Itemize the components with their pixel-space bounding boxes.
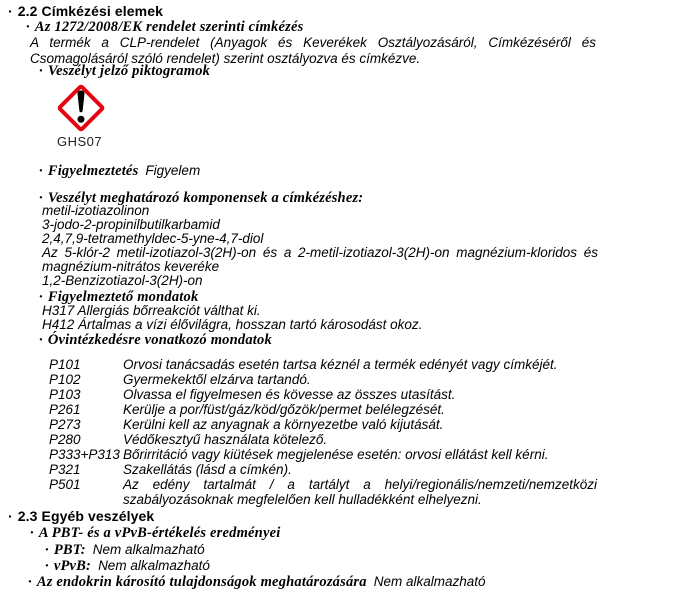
hazard-statements-list [42, 304, 598, 332]
clp-paragraph-line: Csomagolásáról szóló rendelet) szerint osztályozva és címkézve. [30, 51, 421, 66]
pbt-vpvb-heading [30, 525, 280, 542]
component-item: 1,2-Benzizotiazol-3(2H)-on [42, 273, 203, 288]
signal-word-heading: Figyelmeztetés [47, 163, 139, 179]
components-list [42, 204, 598, 288]
pbt-row [45, 542, 205, 559]
signal-word-row [39, 163, 200, 180]
section-2-2-title: 2.2 Címkézési elemek [17, 3, 163, 19]
p-code: P321 [49, 462, 81, 477]
component-item: 3-jodo-2-propinilbutilkarbamid [42, 217, 220, 232]
pbt-value: Nem alkalmazható [92, 542, 205, 557]
p-code: P273 [49, 417, 81, 432]
p-code: P261 [49, 402, 81, 417]
pictograms-heading [39, 63, 210, 80]
bullet: · [39, 289, 43, 305]
p-code: P102 [49, 372, 81, 387]
p-text: Kerülni kell az anyagnak a környezetbe való kijutását. [123, 417, 444, 432]
section-2-3-heading [8, 508, 154, 524]
bullet: · [39, 332, 43, 348]
section-2-2-heading [8, 3, 163, 19]
p-text: Kerülje a por/füst/gáz/köd/gőzök/permet belélegzését. [123, 402, 445, 417]
regulation-heading [26, 19, 303, 36]
p-statement-row [49, 372, 597, 387]
bullet: · [26, 19, 30, 35]
ghs07-exclamation-mark-icon [56, 83, 106, 133]
pbt-label: PBT: [53, 542, 86, 558]
p-text-line: szabályozásoknak megfelelően kell hulladékként elhelyezni. [123, 492, 482, 507]
p-statement-row [49, 447, 597, 462]
pbt-vpvb-heading-label: A PBT- és a vPvB-értékelés eredményei [38, 525, 281, 541]
p-code: P101 [49, 357, 81, 372]
p-statement-row [49, 432, 597, 447]
p-text: Bőrirritáció vagy kiütések megjelenése esetén: orvosi ellátást kell kérni. [123, 447, 549, 462]
bullet: · [39, 163, 43, 179]
endocrine-heading-label: Az endokrin károsító tulajdonságok meghatározására [36, 574, 367, 590]
component-item: Az 5-klór-2 metil-izotiazol-3(2H)-on és a 2-metil-izotiazol-3(2H)-on magnézium-kloridos és [42, 245, 598, 260]
vpvb-value: Nem alkalmazható [98, 558, 210, 573]
p-statement-row [49, 477, 597, 507]
precautionary-heading-label: Óvintézkedésre vonatkozó mondatok [47, 332, 272, 348]
precautionary-statements-table [49, 357, 597, 507]
bullet: · [8, 508, 13, 524]
p-code: P501 [49, 477, 81, 492]
endocrine-row [28, 574, 486, 591]
p-statement-row [49, 402, 597, 417]
vpvb-row [45, 558, 210, 575]
component-item: 2,4,7,9-tetramethyldec-5-yne-4,7-diol [42, 231, 264, 246]
p-text: Olvassa el figyelmesen és kövesse az összes utasítást. [123, 387, 456, 402]
endocrine-value: Nem alkalmazható [373, 574, 486, 589]
bullet: · [30, 525, 34, 541]
p-text: Orvosi tanácsadás esetén tartsa kéznél a termék edényét vagy címkéjét. [123, 357, 558, 372]
precautionary-heading [39, 332, 272, 349]
p-text: Szakellátás (lásd a címkén). [123, 462, 292, 477]
vpvb-label: vPvB: [53, 558, 92, 574]
bullet: · [28, 574, 32, 590]
p-text: Gyermekektől elzárva tartandó. [123, 372, 311, 387]
component-item: magnézium-nitrátos keveréke [42, 259, 220, 274]
components-heading-label: Veszélyt meghatározó komponensek a címkézéshez: [47, 190, 364, 206]
hazard-statements-heading-label: Figyelmeztető mondatok [47, 289, 199, 305]
bullet: · [39, 63, 43, 79]
p-code: P333+P313 [49, 447, 120, 462]
bullet: · [45, 542, 49, 558]
pictograms-heading-label: Veszélyt jelző piktogramok [47, 63, 211, 79]
regulation-heading-label: Az 1272/2008/EK rendelet szerinti címkézés [34, 19, 304, 35]
clp-paragraph-line: A termék a CLP-rendelet (Anyagok és Keverékek Osztályozásáról, Címkézéséről és [30, 35, 596, 50]
bullet: · [8, 3, 13, 19]
signal-word-value: Figyelem [145, 163, 201, 178]
pictogram-code-label: GHS07 [57, 134, 103, 149]
hazard-statement: H412 Ártalmas a vízi élővilágra, hosszan tartó károsodást okoz. [42, 317, 423, 332]
p-text [123, 477, 597, 507]
bullet: · [39, 190, 43, 206]
bullet: · [45, 558, 49, 574]
p-code: P280 [49, 432, 81, 447]
p-statement-row [49, 357, 597, 372]
component-item: metil-izotiazolinon [42, 203, 150, 218]
p-code: P103 [49, 387, 81, 402]
p-statement-row [49, 387, 597, 402]
hazard-statement: H317 Allergiás bőrreakciót válthat ki. [42, 303, 261, 318]
p-statement-row [49, 462, 597, 477]
p-text: Védőkesztyű használata kötelező. [123, 432, 328, 447]
section-2-3-title: 2.3 Egyéb veszélyek [17, 508, 155, 524]
p-text-line: Az edény tartalmát / a tartályt a helyi/regionális/nemzeti/nemzetközi [123, 477, 597, 492]
p-statement-row [49, 417, 597, 432]
